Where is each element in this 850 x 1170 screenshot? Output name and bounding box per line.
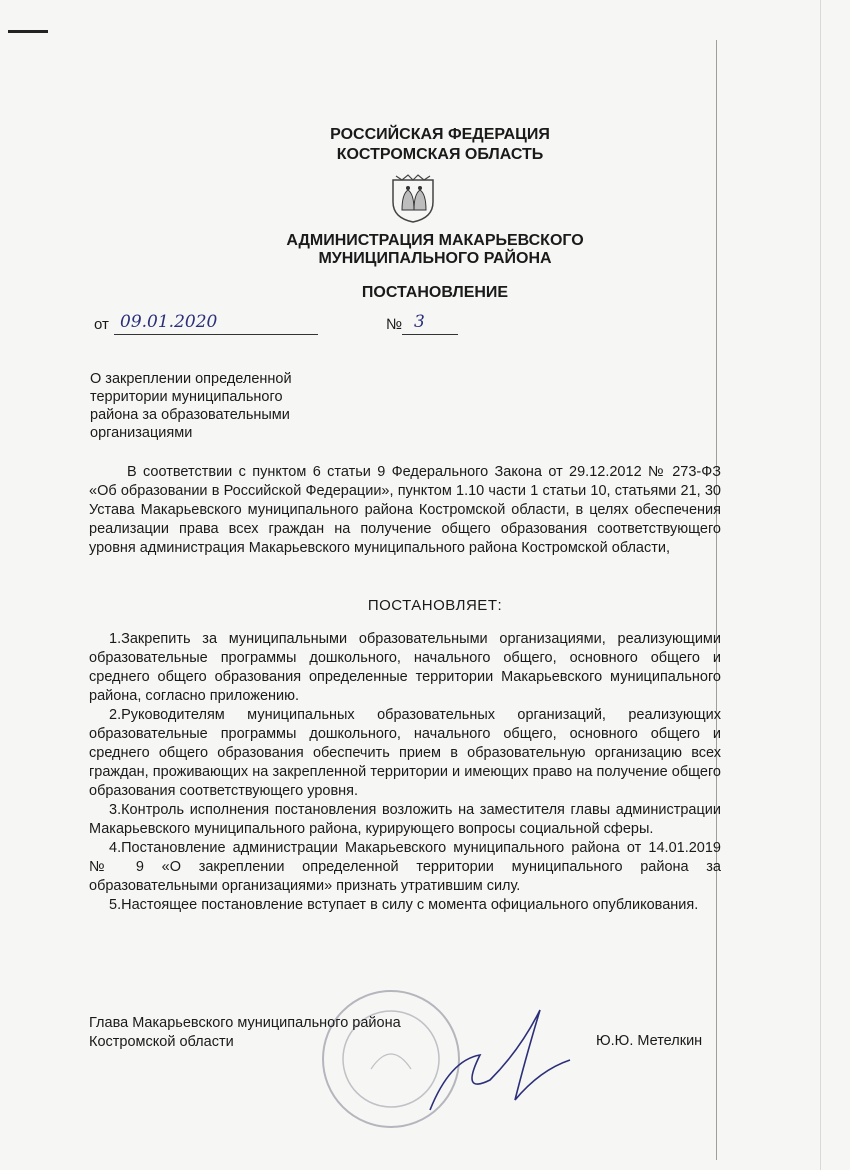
resolution-item: 5.Настоящее постановление вступает в силу с момента официального опубликования. bbox=[109, 897, 699, 913]
resolution-items bbox=[89, 630, 721, 915]
date-value: 09.01.2020 bbox=[114, 312, 318, 335]
signatory-position-line: Глава Макарьевского муниципального района bbox=[89, 1015, 401, 1031]
date-label: от bbox=[94, 316, 109, 333]
signatory-position bbox=[89, 1014, 401, 1052]
resolution-item: 2.Руководителям муниципальных образовательных организаций, реализующих образовательные программы дошкольного, начального общего, основного общего и среднего общего образования обеспечить прием в образовательную организацию всех граждан, проживающих на закрепленной территории и имеющих право на получение общего образования соответствующего уровня. bbox=[89, 707, 721, 799]
number-label: № bbox=[386, 316, 403, 333]
signatory-position-line: Костромской области bbox=[89, 1034, 234, 1050]
header-district: МУНИЦИПАЛЬНОГО РАЙОНА bbox=[318, 250, 552, 267]
preamble-paragraph: В соответствии с пунктом 6 статьи 9 Федерального Закона от 29.12.2012 № 273-ФЗ «Об образовании в Российской Федерации», пунктом 1.10 части 1 статьи 10, статьями 21, 30 Устава Макарьевского муниципального района Костромской области, в целях обеспечения реализации права всех граждан на получение общего образования соответствующего уровня администрация Макарьевского муниципального района Костромской области, bbox=[89, 464, 721, 556]
signatory-name: Ю.Ю. Метелкин bbox=[596, 1033, 703, 1049]
resolves-heading: ПОСТАНОВЛЯЕТ: bbox=[367, 597, 503, 614]
subject-line: территории муниципального bbox=[90, 389, 283, 405]
document-type: ПОСТАНОВЛЕНИЕ bbox=[361, 284, 509, 301]
resolution-item: 4.Постановление администрации Макарьевского муниципального района от 14.01.2019 № 9 «О закреплении определенной территории муниципального района за образовательными организациями» признать утратившим силу. bbox=[89, 840, 721, 894]
dateline bbox=[94, 312, 425, 333]
scan-edge-line bbox=[820, 0, 821, 1170]
coat-of-arms-icon bbox=[388, 172, 438, 224]
header-country: РОССИЙСКАЯ ФЕДЕРАЦИЯ bbox=[330, 126, 550, 143]
document-subject bbox=[90, 370, 330, 442]
number-value: 3 bbox=[402, 312, 458, 335]
subject-line: О закреплении определенной bbox=[90, 371, 292, 387]
resolution-item: 1.Закрепить за муниципальными образовательными организациями, реализующими образовательные программы дошкольного, начального общего, основного общего и среднего общего образования определенные территории Макарьевского муниципального района, согласно приложению. bbox=[89, 631, 721, 704]
handwritten-signature-icon bbox=[420, 1000, 580, 1120]
subject-line: организациями bbox=[90, 425, 193, 441]
scan-mark bbox=[8, 30, 48, 33]
subject-line: района за образовательными bbox=[90, 407, 290, 423]
header-administration: АДМИНИСТРАЦИЯ МАКАРЬЕВСКОГО bbox=[286, 232, 584, 249]
header-region: КОСТРОМСКАЯ ОБЛАСТЬ bbox=[336, 146, 544, 163]
resolution-item: 3.Контроль исполнения постановления возложить на заместителя главы администрации Макарьевского муниципального района, курирующего вопросы социальной сферы. bbox=[89, 802, 721, 837]
